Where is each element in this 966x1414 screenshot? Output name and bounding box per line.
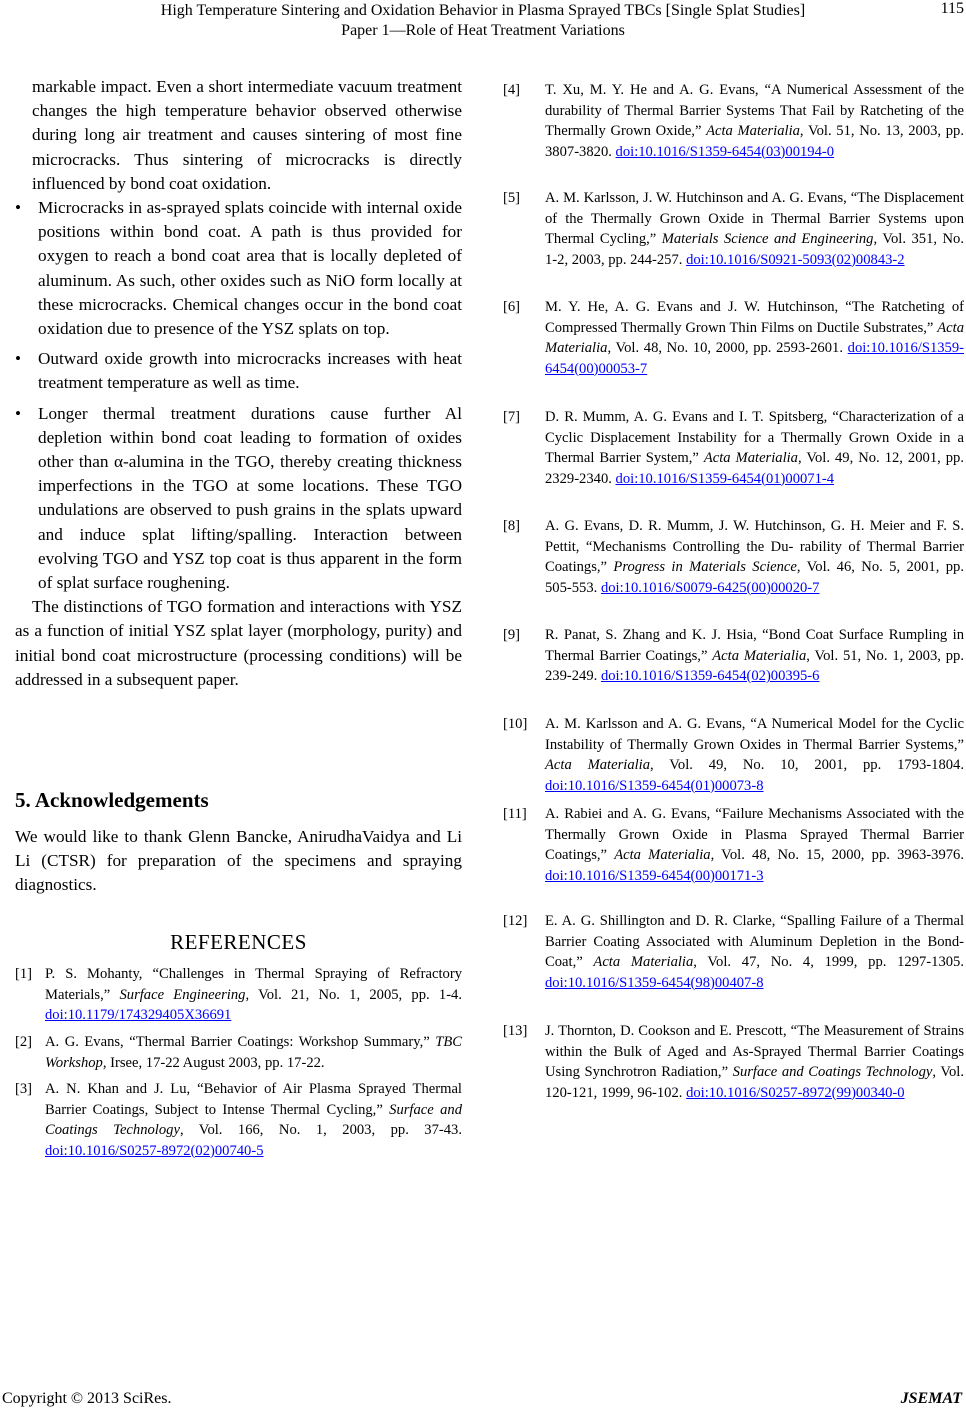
copyright-footer: Copyright © 2013 SciRes. [2, 1390, 172, 1407]
reference-number: [9] [503, 627, 521, 643]
reference-text [503, 714, 964, 796]
reference-number: [4] [503, 82, 521, 98]
doi-link[interactable]: doi:10.1016/S1359-6454(00)00053-7 [545, 340, 964, 377]
reference-number: [1] [15, 966, 33, 982]
reference-text [503, 911, 964, 993]
reference-segment: A. M. Karlsson and A. G. Evans, “A Numerical Model for the Cyclic Instability of Thermally Grown Oxides in Thermal Barrier Systems,” [545, 716, 964, 753]
reference-text [15, 1032, 462, 1073]
reference-item [503, 188, 964, 270]
journal-title: Acta Materialia [545, 757, 651, 773]
doi-link[interactable]: doi:10.1016/S1359-6454(00)00171-3 [545, 867, 764, 884]
journal-title: TBC Workshop [45, 1034, 462, 1071]
reference-segment: M. Y. He, A. G. Evans and J. W. Hutchinson, “The Ratcheting of Compressed Thermally Grown Thin Films on Ductile Substrates,” [545, 299, 964, 336]
bullet-item [15, 402, 462, 596]
reference-item [503, 1021, 964, 1103]
journal-title: Acta Materialia [703, 450, 798, 466]
reference-item [15, 964, 462, 1026]
reference-number: [5] [503, 190, 521, 206]
reference-text [503, 188, 964, 270]
reference-item [503, 407, 964, 489]
doi-link[interactable]: doi:10.1016/S1359-6454(01)00071-4 [615, 470, 835, 487]
left-column [15, 75, 462, 692]
reference-number: [3] [15, 1081, 33, 1097]
reference-text [503, 516, 964, 598]
bullet-text: Microcracks in as-sprayed splats coincide with internal oxide positions within bond coat. A path is thus provided for oxygen to reach a bond coat area that is locally depleted of aluminum. As such, other oxides such as NiO form locally at these microcracks. Chemical changes occur in the bond coat oxidation due to presence of the YSZ splats on top. [38, 198, 462, 339]
reference-number: [7] [503, 409, 521, 425]
reference-segment: , Vol. 47, No. 4, 1999, pp. 1297-1305. [693, 954, 964, 970]
reference-segment: , Vol. 51, No. 13, 2003, pp. 3807-3820. [545, 123, 964, 160]
reference-text [15, 1079, 462, 1161]
journal-title: Acta Materialia [706, 123, 800, 139]
reference-number: [12] [503, 913, 528, 929]
reference-segment: , Vol. 51, No. 1, 2003, pp. 239-249. [545, 647, 964, 684]
reference-segment: A. Rabiei and A. G. Evans, “Failure Mechanisms Associated with the Thermally Grown Oxide in Plasma Sprayed Thermal Barrier Coatings,” [545, 806, 964, 863]
reference-number: [6] [503, 299, 521, 315]
doi-link[interactable]: doi:10.1016/S0079-6425(00)00020-7 [600, 579, 820, 596]
reference-segment: , Vol. 351, No. 1-2, 2003, pp. 244-257. [545, 231, 964, 268]
section-heading-acknowledgements: 5. Acknowledgements [15, 788, 209, 812]
doi-link[interactable]: doi:10.1016/S1359-6454(98)00407-8 [545, 974, 764, 991]
reference-segment: A. G. Evans, D. R. Mumm, J. W. Hutchinson, G. H. Meier and F. S. Pettit, “Mechanisms Controlling the Du- rability of Thermal Barrier Coatings,” [545, 518, 964, 575]
reference-item [503, 297, 964, 379]
reference-number: [11] [503, 806, 527, 822]
reference-segment: A. G. Evans, “Thermal Barrier Coatings: Workshop Summary,” [45, 1034, 436, 1050]
reference-segment: , Vol. 49, No. 12, 2001, pp. 2329-2340. [545, 450, 964, 487]
journal-title: Progress in Materials Science [613, 559, 797, 575]
running-title: High Temperature Sintering and Oxidation Behavior in Plasma Sprayed TBCs [Single Splat Studies] [160, 2, 806, 19]
reference-number: [10] [503, 716, 528, 732]
reference-item [503, 714, 964, 796]
reference-segment: A. M. Karlsson, J. W. Hutchinson and A. G. Evans, “The Displacement of the Thermally Grown Oxide in Thermal Barrier Systems upon Thermal Cycling,” [545, 190, 964, 247]
reference-segment: P. S. Mohanty, “Challenges in Thermal Spraying of Refractory Materials,” [45, 966, 462, 1003]
reference-item [503, 516, 964, 598]
doi-link[interactable]: doi:10.1016/S0921-5093(02)00843-2 [686, 251, 905, 268]
reference-item [15, 1032, 462, 1073]
reference-number: [13] [503, 1023, 528, 1039]
journal-title: Acta Materialia [545, 319, 964, 356]
journal-title: Surface Engineering [119, 986, 246, 1003]
reference-segment: , Vol. 120-121, 1999, 96-102. [545, 1064, 964, 1101]
doi-link[interactable]: doi:10.1016/S0257-8972(99)00340-0 [686, 1084, 905, 1101]
acknowledgements-text: We would like to thank Glenn Bancke, AnirudhaVaidya and Li Li (CTSR) for preparation of the specimens and spraying diagnostics. [15, 827, 462, 895]
reference-number: [2] [15, 1034, 33, 1050]
reference-item [503, 911, 964, 993]
paragraph-continued: markable impact. Even a short intermediate vacuum treatment changes the high temperature behavior observed otherwise during long air treatment and causes sintering of most fine microcracks. Thus sintering of microcracks is directly influenced by bond coat oxidation. [32, 77, 462, 193]
bullet-item [15, 196, 462, 341]
reference-item [503, 80, 964, 162]
journal-title: Acta Materialia [593, 954, 694, 970]
bullet-icon: • [15, 198, 22, 218]
references-heading: REFERENCES [170, 930, 307, 954]
reference-number: [8] [503, 518, 521, 534]
reference-text [503, 80, 964, 162]
reference-text [503, 625, 964, 687]
journal-title: Acta Materialia [712, 647, 807, 664]
reference-segment: , Vol. 48, No. 15, 2000, pp. 3963-3976. [710, 847, 964, 863]
reference-text [503, 1021, 964, 1103]
doi-link[interactable]: doi:10.1016/S1359-6454(01)00073-8 [545, 777, 764, 794]
reference-item [503, 625, 964, 687]
doi-link[interactable]: doi:10.1016/S1359-6454(02)00395-6 [600, 668, 820, 684]
journal-title: Acta Materialia [614, 847, 711, 863]
reference-segment: R. Panat, S. Zhang and K. J. Hsia, “Bond Coat Surface Rumpling in Thermal Barrier Coatings,” [545, 627, 964, 664]
reference-segment: , Vol. 46, No. 5, 2001, pp. 505-553. [545, 559, 964, 596]
journal-title: Surface and Coatings Technology [732, 1064, 933, 1080]
bullet-icon: • [15, 403, 22, 423]
reference-segment: E. A. G. Shillington and D. R. Clarke, “Spalling Failure of a Thermal Barrier Coating Associated with Aluminum Depletion in the Bond-Coat,” [545, 913, 964, 970]
bullet-item [15, 347, 462, 395]
reference-text [503, 804, 964, 886]
bullet-text: Longer thermal treatment durations cause further Al depletion within bond coat leading to formation of oxides other than α-alumina in the TGO, thereby creating thickness imperfections in the TGO at some locations. These TGO undulations are observed to push grains in the splats upward and induce splat lifting/spalling. Interaction between evolving TGO and YSZ top coat is thus apparent in the form of splat surface roughening. [38, 403, 462, 593]
reference-segment: D. R. Mumm, A. G. Evans and I. T. Spitsberg, “Characterization of a Cyclic Displacement Instability for a Thermally Grown Oxide in a Thermal Barrier System,” [545, 409, 964, 466]
reference-segment: J. Thornton, D. Cookson and E. Prescott, “The Measurement of Strains within the Bulk of Aged and As-Sprayed Thermal Barrier Coatings Using Synchrotron Radiation,” [545, 1023, 964, 1080]
running-subtitle: Paper 1—Role of Heat Treatment Variations [341, 22, 625, 39]
journal-name: JSEMAT [900, 1390, 962, 1407]
reference-segment: A. N. Khan and J. Lu, “Behavior of Air Plasma Sprayed Thermal Barrier Coatings, Subject to Intense Thermal Cycling,” [45, 1081, 462, 1118]
paragraph-final: The distinctions of TGO formation and interactions with YSZ as a function of initial YSZ splat layer (morphology, purity) and initial bond coat microstructure (processing conditions) will be addressed in a subsequent paper. [15, 597, 462, 689]
reference-text [503, 407, 964, 489]
reference-item [15, 1079, 462, 1161]
reference-segment: T. Xu, M. Y. He and A. G. Evans, “A Numerical Assessment of the durability of Thermal Barrier Systems That Fail by Ratcheting of the Thermally Grown Oxide,” [545, 82, 964, 139]
doi-link[interactable]: doi:10.1016/S1359-6454(03)00194-0 [615, 143, 835, 160]
reference-segment: , Vol. 48, No. 10, 2000, pp. 2593-2601. [607, 340, 848, 356]
reference-segment: , Vol. 49, No. 10, 2001, pp. 1793-1804. [650, 757, 964, 773]
reference-item [503, 804, 964, 886]
reference-text [15, 964, 462, 1026]
journal-title: Materials Science and Engineering [661, 231, 874, 247]
doi-link[interactable]: doi:10.1179/174329405X36691 [45, 1007, 232, 1023]
reference-text [503, 297, 964, 379]
doi-link[interactable]: doi:10.1016/S0257-8972(02)00740-5 [45, 1142, 264, 1159]
reference-segment: , Vol. 21, No. 1, 2005, pp. 1-4. [245, 986, 463, 1003]
reference-segment: , Irsee, 17-22 August 2003, pp. 17-22. [102, 1054, 325, 1071]
bullet-text: Outward oxide growth into microcracks increases with heat treatment temperature as well as time. [38, 349, 462, 393]
journal-title: Surface and Coatings Technology [45, 1101, 462, 1138]
page-number: 115 [940, 0, 964, 17]
bullet-icon: • [15, 349, 22, 369]
reference-segment: , Vol. 166, No. 1, 2003, pp. 37-43. [179, 1122, 463, 1138]
